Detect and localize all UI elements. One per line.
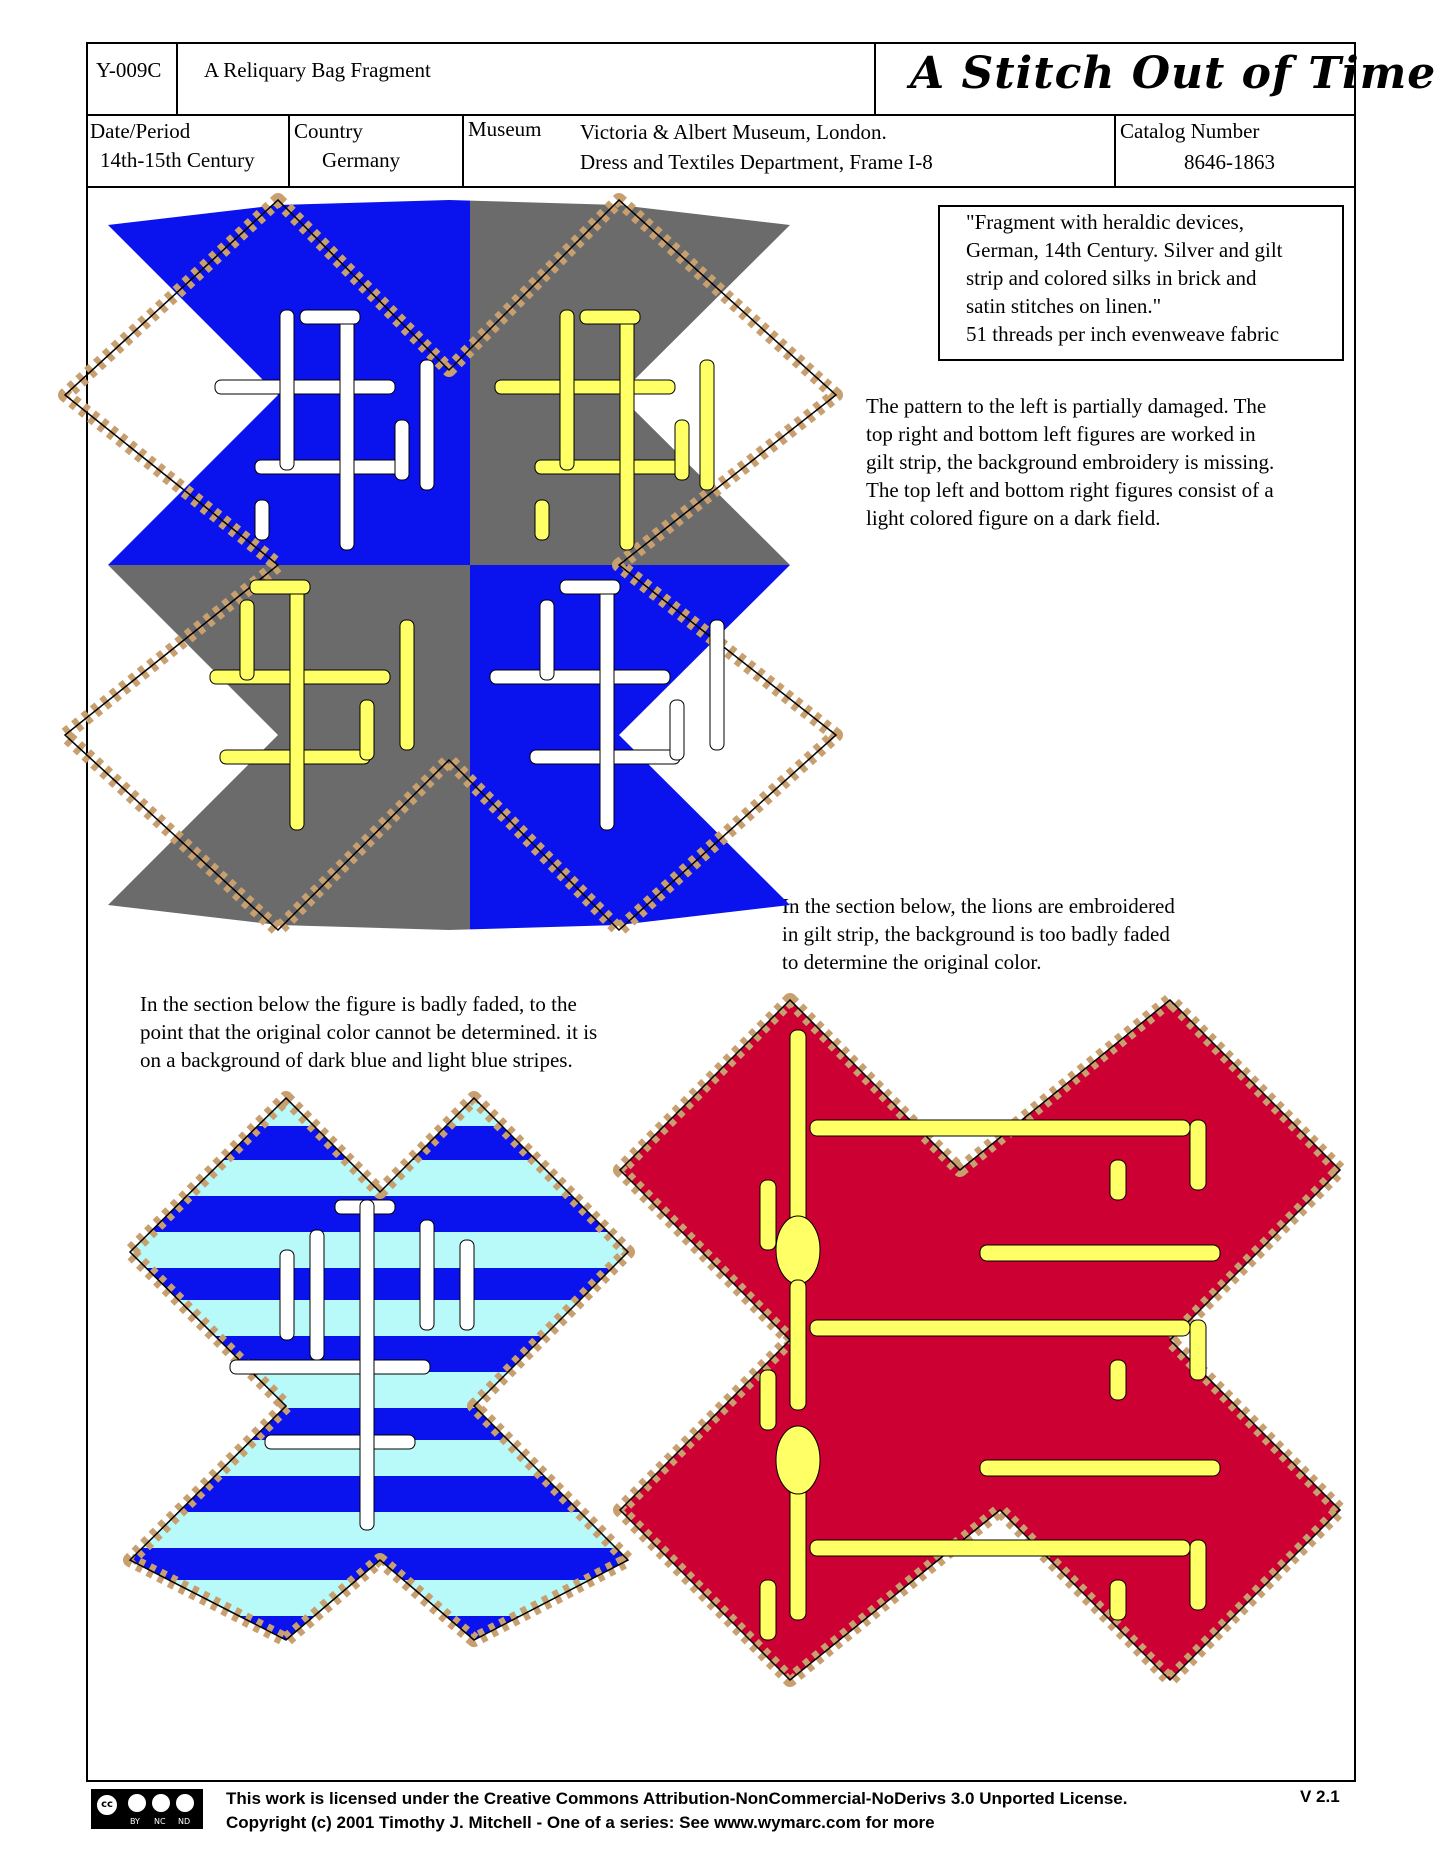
version-text: V 2.1 bbox=[1300, 1787, 1340, 1806]
cc-badge-text: cc bbox=[101, 1799, 113, 1810]
note-line: light colored figure on a dark field. bbox=[866, 506, 1161, 530]
note-line: on a background of dark blue and light blue stripes. bbox=[140, 1048, 573, 1072]
cc-license-badge[interactable] bbox=[91, 1789, 203, 1829]
museum-label: Museum bbox=[468, 117, 542, 141]
date-value: 14th-15th Century bbox=[100, 148, 255, 172]
museum-line-1: Victoria & Albert Museum, London. bbox=[580, 120, 887, 144]
country-value: Germany bbox=[322, 148, 401, 172]
cc-nc-label: NC bbox=[154, 1817, 166, 1826]
country-label: Country bbox=[294, 119, 363, 143]
note-line: in gilt strip, the background is too badly faded bbox=[782, 922, 1170, 946]
quote-line: strip and colored silks in brick and bbox=[966, 266, 1257, 290]
quote-line: German, 14th Century. Silver and gilt bbox=[966, 238, 1283, 262]
note-line: top right and bottom left figures are worked in bbox=[866, 422, 1256, 446]
museum-line-2: Dress and Textiles Department, Frame I-8 bbox=[580, 150, 933, 174]
note-line: point that the original color cannot be determined. it is bbox=[140, 1020, 598, 1044]
date-label: Date/Period bbox=[90, 119, 191, 143]
nc-icon bbox=[152, 1794, 170, 1812]
item-code: Y-009C bbox=[96, 58, 162, 82]
cc-by-label: BY bbox=[130, 1817, 140, 1826]
quote-line: "Fragment with heraldic devices, bbox=[966, 210, 1244, 234]
catalog-label: Catalog Number bbox=[1120, 119, 1260, 143]
item-title: A Reliquary Bag Fragment bbox=[204, 58, 431, 82]
red-field bbox=[620, 1000, 1340, 1680]
series-title: A Stitch Out of Time bbox=[910, 48, 1437, 99]
note-line: to determine the original color. bbox=[782, 950, 1042, 974]
license-text: This work is licensed under the Creative Commons Attribution-NonCommercial-NoDerivs 3.0 Unported License. bbox=[226, 1789, 1128, 1808]
cc-nd-label: ND bbox=[178, 1817, 191, 1826]
nd-icon bbox=[176, 1794, 194, 1812]
by-icon bbox=[128, 1794, 146, 1812]
note-line: The pattern to the left is partially damaged. The bbox=[866, 394, 1267, 418]
note-line: The top left and bottom right figures consist of a bbox=[866, 478, 1274, 502]
note-line: In the section below, the lions are embroidered bbox=[782, 894, 1175, 918]
quote-line: 51 threads per inch evenweave fabric bbox=[966, 322, 1280, 346]
quote-line: satin stitches on linen." bbox=[966, 294, 1162, 318]
note-line: gilt strip, the background embroidery is missing. bbox=[866, 450, 1275, 474]
note-line: In the section below the figure is badly faded, to the bbox=[140, 992, 577, 1016]
copyright-text: Copyright (c) 2001 Timothy J. Mitchell - One of a series: See www.wymarc.com for more bbox=[226, 1813, 935, 1832]
cc-icon bbox=[95, 1793, 119, 1817]
catalog-value: 8646-1863 bbox=[1184, 150, 1275, 174]
